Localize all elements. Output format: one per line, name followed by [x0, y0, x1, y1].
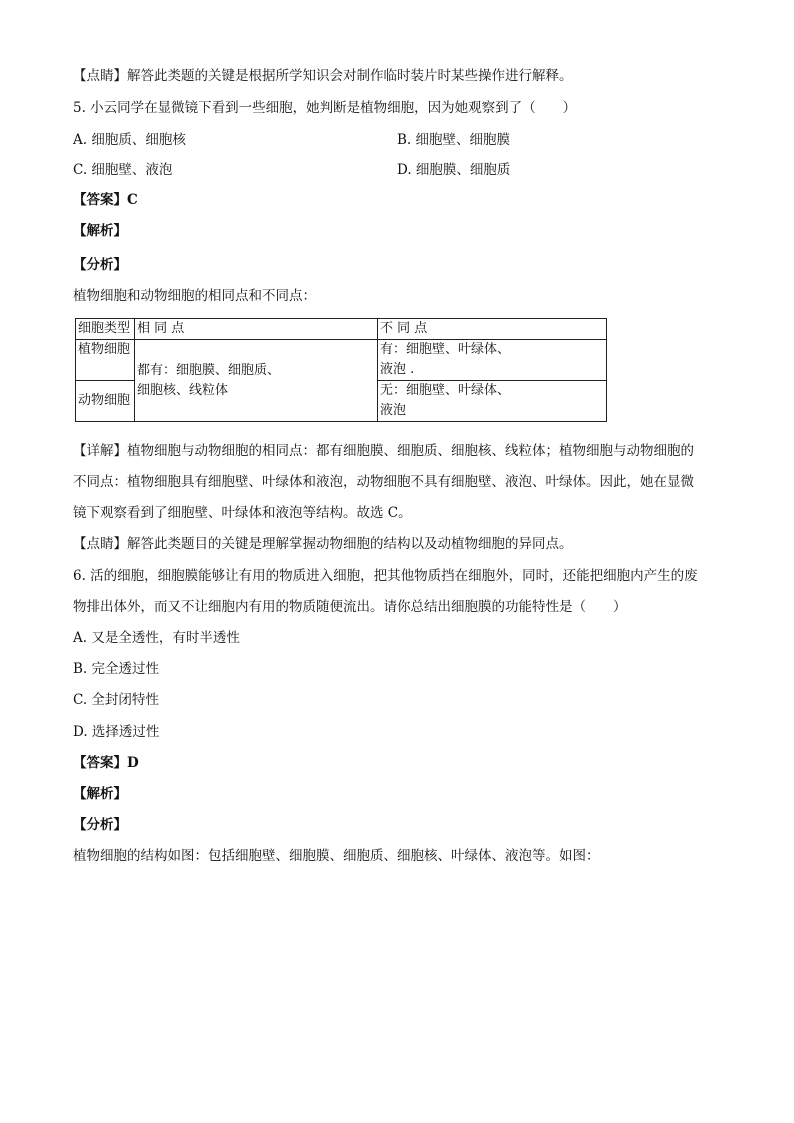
q5-detail-line-3: 镜下观察看到了细胞壁、叶绿体和液泡等结构。故选 C。	[73, 505, 412, 521]
q5-option-a: A. 细胞质、细胞核	[73, 132, 186, 148]
table-header-diff: 不 同 点	[378, 319, 607, 340]
plant-diff-line-2: 液泡 .	[380, 362, 415, 377]
table-same-line-1: 都有：细胞膜、细胞质、	[137, 362, 281, 378]
animal-diff-line-2: 液泡	[380, 403, 407, 418]
q6-fenxi-heading: 【分析】	[73, 817, 127, 833]
table-cell-plant: 植物细胞	[76, 340, 135, 381]
question-5: 5. 小云同学在显微镜下看到一些细胞，她判断是植物细胞，因为她观察到了（ ）	[73, 100, 577, 116]
q5-option-d: D. 细胞膜、细胞质	[397, 162, 511, 178]
q5-key-point: 【点睛】解答此类题目的关键是理解掌握动物细胞的结构以及动植物细胞的异同点。	[73, 536, 573, 552]
q6-answer: 【答案】D	[73, 755, 139, 771]
q6-option-c: C. 全封闭特性	[73, 692, 159, 708]
q6-analysis-heading: 【解析】	[73, 786, 127, 802]
plant-diff-line-1: 有：细胞壁、叶绿体、	[380, 342, 511, 357]
q6-option-b: B. 完全透过性	[73, 661, 160, 677]
note-key-point: 【点睛】解答此类题的关键是根据所学知识会对制作临时装片时某些操作进行解释。	[73, 68, 573, 84]
q5-table-intro: 植物细胞和动物细胞的相同点和不同点：	[73, 288, 316, 304]
table-same-line-2: 细胞核、线粒体	[137, 382, 229, 398]
q6-structure-intro: 植物细胞的结构如图：包括细胞壁、细胞膜、细胞质、细胞核、叶绿体、液泡等。如图：	[73, 848, 600, 864]
q6-option-a: A. 又是全透性，有时半透性	[73, 630, 240, 646]
q5-detail-line-2: 不同点：植物细胞具有细胞壁、叶绿体和液泡，动物细胞不具有细胞壁、液泡、叶绿体。因此，她在显微	[73, 474, 694, 490]
cell-comparison-table	[75, 318, 607, 422]
q5-answer: 【答案】C	[73, 192, 138, 208]
table-cell-plant-diff	[378, 340, 607, 381]
question-6-line-2: 物排出体外，而又不让细胞内有用的物质随便流出。请你总结出细胞膜的功能特性是（ ）	[73, 599, 627, 615]
table-header-same: 相 同 点	[135, 319, 378, 340]
q5-analysis-heading: 【解析】	[73, 223, 127, 239]
q5-option-c: C. 细胞壁、液泡	[73, 162, 173, 178]
q5-option-b: B. 细胞壁、细胞膜	[397, 132, 511, 148]
question-6-line-1: 6. 活的细胞，细胞膜能够让有用的物质进入细胞，把其他物质挡在细胞外，同时，还能把细胞内产生的废	[73, 568, 698, 584]
table-cell-same	[135, 340, 378, 422]
q6-option-d: D. 选择透过性	[73, 724, 160, 740]
q5-detail-line-1: 【详解】植物细胞与动物细胞的相同点：都有细胞膜、细胞质、细胞核、线粒体；植物细胞与动物细胞的	[73, 443, 694, 459]
animal-diff-line-1: 无：细胞壁、叶绿体、	[380, 383, 511, 398]
q5-fenxi-heading: 【分析】	[73, 257, 127, 273]
table-header-type: 细胞类型	[76, 319, 135, 340]
table-cell-animal-diff	[378, 381, 607, 422]
table-cell-animal: 动物细胞	[76, 381, 135, 422]
